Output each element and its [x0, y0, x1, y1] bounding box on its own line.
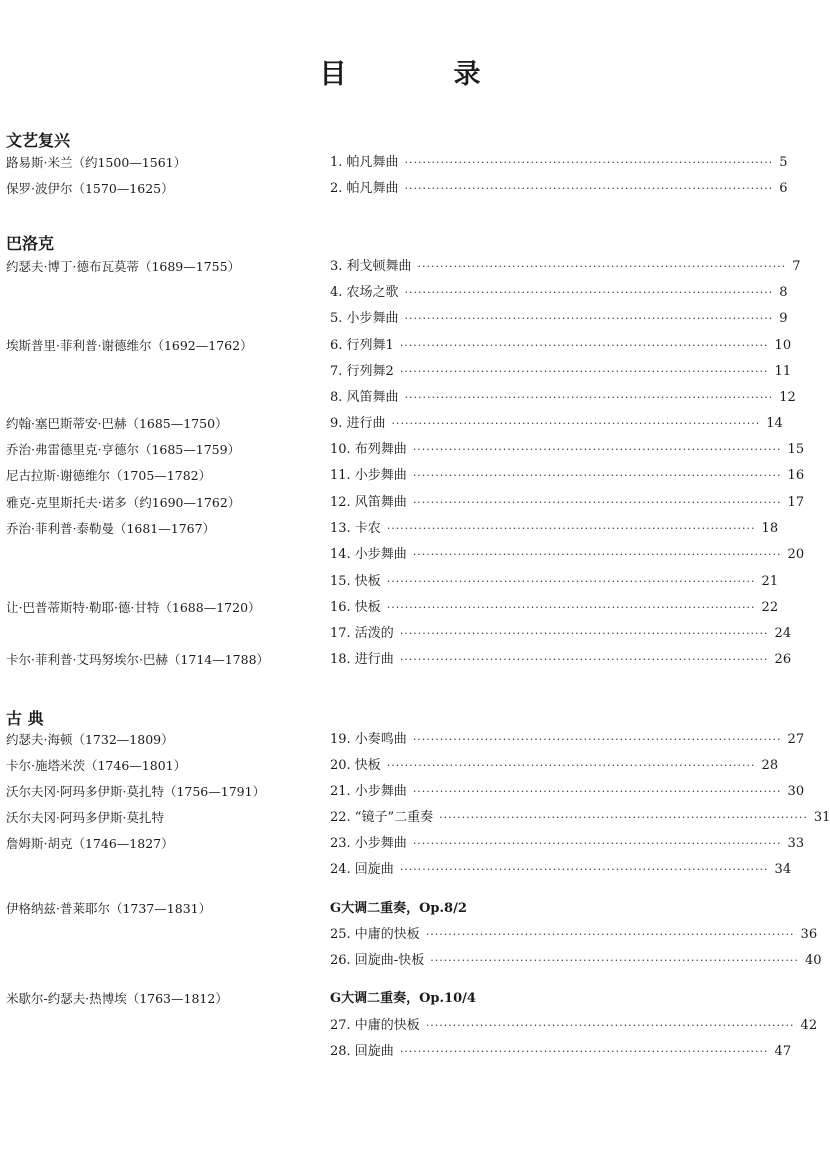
- composer-name: 尼古拉斯·谢德维尔（1705—1782）: [6, 468, 212, 483]
- composer-name: 卡尔·菲利普·艾玛努埃尔·巴赫（1714—1788）: [6, 652, 270, 667]
- dot-leader: ··················································································: [386, 601, 756, 614]
- entry-title: 24. 回旋曲: [330, 862, 394, 877]
- entry-title: 4. 农场之歌: [330, 285, 399, 300]
- composer-name: 詹姆斯·胡克（1746—1827）: [6, 836, 174, 851]
- dot-leader: ··················································································: [430, 954, 799, 967]
- composer-name: 乔治·菲利普·泰勒曼（1681—1767）: [6, 521, 216, 536]
- dot-leader: ··················································································: [399, 863, 769, 876]
- entry-page-number: 8: [779, 285, 788, 300]
- composer-name: 乔治·弗雷德里克·亨德尔（1685—1759）: [6, 442, 241, 457]
- entry-page-number: 16: [787, 468, 805, 483]
- dot-leader: ··················································································: [399, 339, 769, 352]
- toc-entry[interactable]: [330, 155, 788, 171]
- composer-name: 路易斯·米兰（约1500—1561）: [6, 155, 187, 170]
- dot-leader: ··················································································: [404, 156, 774, 169]
- entry-page-number: 9: [779, 311, 788, 326]
- entry-title: 7. 行列舞2: [330, 364, 394, 379]
- toc-entry[interactable]: [330, 953, 822, 969]
- toc-entry[interactable]: [330, 416, 783, 432]
- entry-page-number: 18: [761, 521, 779, 536]
- dot-leader: ··················································································: [404, 286, 774, 299]
- toc-entry[interactable]: [330, 574, 779, 590]
- section-heading-classical: 古 典: [6, 709, 44, 728]
- toc-entry[interactable]: [330, 1018, 818, 1034]
- toc-entry[interactable]: [330, 521, 779, 537]
- entry-page-number: 17: [787, 495, 805, 510]
- entry-page-number: 11: [774, 364, 792, 379]
- entry-title: 20. 快板: [330, 758, 381, 773]
- toc-entry[interactable]: [330, 338, 792, 354]
- entry-page-number: 24: [774, 626, 792, 641]
- entry-page-number: 15: [787, 442, 805, 457]
- entry-title: 1. 帕凡舞曲: [330, 155, 399, 170]
- dot-leader: ··················································································: [404, 391, 774, 404]
- entry-page-number: 20: [787, 547, 805, 562]
- entry-title: 9. 进行曲: [330, 416, 386, 431]
- entry-title: 22. “镜子”二重奏: [330, 810, 434, 825]
- duet-group-title: G大调二重奏，Op.8/2: [330, 901, 467, 916]
- toc-entry[interactable]: [330, 468, 805, 484]
- toc-entry[interactable]: [330, 836, 805, 852]
- dot-leader: ··················································································: [386, 575, 756, 588]
- entry-title: 25. 中庸的快板: [330, 927, 420, 942]
- entry-page-number: 30: [787, 784, 805, 799]
- entry-page-number: 27: [787, 732, 805, 747]
- dot-leader: ··················································································: [399, 365, 769, 378]
- entry-page-number: 47: [774, 1044, 792, 1059]
- entry-title: 21. 小步舞曲: [330, 784, 407, 799]
- toc-entry[interactable]: [330, 390, 796, 406]
- entry-title: 17. 活泼的: [330, 626, 394, 641]
- toc-entry[interactable]: [330, 547, 805, 563]
- composer-name: 伊格纳兹·普莱耶尔（1737—1831）: [6, 901, 212, 916]
- entry-title: 16. 快板: [330, 600, 381, 615]
- entry-title: 12. 风笛舞曲: [330, 495, 407, 510]
- entry-title: 6. 行列舞1: [330, 338, 394, 353]
- toc-entry[interactable]: [330, 810, 830, 826]
- entry-title: 26. 回旋曲-快板: [330, 953, 425, 968]
- dot-leader: ··················································································: [399, 627, 769, 640]
- entry-page-number: 40: [804, 953, 822, 968]
- entry-page-number: 36: [800, 927, 818, 942]
- toc-entry[interactable]: [330, 626, 792, 642]
- dot-leader: ··················································································: [412, 496, 782, 509]
- toc-entry[interactable]: [330, 259, 801, 275]
- dot-leader: ··················································································: [417, 260, 787, 273]
- composer-name: 保罗·波伊尔（1570—1625）: [6, 181, 174, 196]
- composer-name: 沃尔夫冈·阿玛多伊斯·莫扎特: [6, 810, 164, 825]
- entry-title: 23. 小步舞曲: [330, 836, 407, 851]
- entry-page-number: 12: [779, 390, 796, 405]
- composer-name: 卡尔·施塔米茨（1746—1801）: [6, 758, 187, 773]
- entry-title: 28. 回旋曲: [330, 1044, 394, 1059]
- composer-name: 米歇尔-约瑟夫·热博埃（1763—1812）: [6, 991, 228, 1006]
- dot-leader: ··················································································: [425, 1019, 795, 1032]
- dot-leader: ··················································································: [412, 837, 782, 850]
- entry-page-number: 10: [774, 338, 792, 353]
- composer-name: 约瑟夫·海顿（1732—1809）: [6, 732, 174, 747]
- dot-leader: ··················································································: [439, 811, 808, 824]
- dot-leader: ··················································································: [404, 312, 774, 325]
- entry-title: 5. 小步舞曲: [330, 311, 399, 326]
- dot-leader: ··················································································: [425, 928, 795, 941]
- toc-entry[interactable]: [330, 927, 818, 943]
- composer-name: 约翰·塞巴斯蒂安·巴赫（1685—1750）: [6, 416, 228, 431]
- entry-title: 11. 小步舞曲: [330, 468, 407, 483]
- entry-page-number: 42: [800, 1018, 818, 1033]
- entry-title: 14. 小步舞曲: [330, 547, 407, 562]
- entry-title: 2. 帕凡舞曲: [330, 181, 399, 196]
- dot-leader: ··················································································: [412, 785, 782, 798]
- toc-entry[interactable]: [330, 311, 788, 327]
- toc-entry[interactable]: [330, 442, 805, 458]
- entry-title: 10. 布列舞曲: [330, 442, 407, 457]
- section-heading-baroque: 巴洛克: [6, 234, 55, 253]
- section-heading-renaissance: 文艺复兴: [6, 131, 71, 150]
- dot-leader: ··················································································: [404, 182, 774, 195]
- toc-entry[interactable]: [330, 862, 792, 878]
- entry-page-number: 14: [766, 416, 783, 431]
- toc-entry[interactable]: [330, 732, 805, 748]
- toc-entry[interactable]: [330, 495, 805, 511]
- dot-leader: ··················································································: [412, 548, 782, 561]
- composer-name: 约瑟夫·博丁·德布瓦莫蒂（1689—1755）: [6, 259, 241, 274]
- entry-title: 13. 卡农: [330, 521, 381, 536]
- toc-entry[interactable]: [330, 652, 792, 668]
- dot-leader: ··················································································: [391, 417, 761, 430]
- dot-leader: ··················································································: [399, 653, 769, 666]
- entry-page-number: 5: [779, 155, 788, 170]
- entry-page-number: 21: [761, 574, 779, 589]
- composer-name: 沃尔夫冈·阿玛多伊斯·莫扎特（1756—1791）: [6, 784, 266, 799]
- composer-name: 埃斯普里·菲利普·谢德维尔（1692—1762）: [6, 338, 253, 353]
- dot-leader: ··················································································: [386, 522, 756, 535]
- dot-leader: ··················································································: [412, 469, 782, 482]
- entry-title: 8. 风笛舞曲: [330, 390, 399, 405]
- entry-title: 19. 小奏鸣曲: [330, 732, 407, 747]
- dot-leader: ··················································································: [399, 1045, 769, 1058]
- toc-entry[interactable]: [330, 285, 788, 301]
- toc-entry[interactable]: [330, 1044, 792, 1060]
- duet-group-title: G大调二重奏，Op.10/4: [330, 991, 476, 1006]
- entry-title: 15. 快板: [330, 574, 381, 589]
- entry-title: 3. 利戈顿舞曲: [330, 259, 412, 274]
- entry-page-number: 31: [813, 810, 830, 825]
- dot-leader: ··················································································: [386, 759, 756, 772]
- entry-page-number: 22: [761, 600, 779, 615]
- toc-entry[interactable]: [330, 784, 805, 800]
- toc-entry[interactable]: [330, 758, 779, 774]
- entry-page-number: 7: [792, 259, 801, 274]
- composer-name: 让·巴普蒂斯特·勒耶·德·甘特（1688—1720）: [6, 600, 261, 615]
- entry-page-number: 34: [774, 862, 792, 877]
- entry-title: 27. 中庸的快板: [330, 1018, 420, 1033]
- page-title: 目 录: [319, 59, 521, 90]
- entry-page-number: 26: [774, 652, 792, 667]
- toc-entry[interactable]: [330, 600, 779, 616]
- composer-name: 雅克-克里斯托夫·诺多（约1690—1762）: [6, 495, 241, 510]
- dot-leader: ··················································································: [412, 733, 782, 746]
- entry-page-number: 33: [787, 836, 805, 851]
- entry-page-number: 28: [761, 758, 779, 773]
- toc-entry[interactable]: [330, 364, 792, 380]
- entry-page-number: 6: [779, 181, 788, 196]
- entry-title: 18. 进行曲: [330, 652, 394, 667]
- dot-leader: ··················································································: [412, 443, 782, 456]
- toc-entry[interactable]: [330, 181, 788, 197]
